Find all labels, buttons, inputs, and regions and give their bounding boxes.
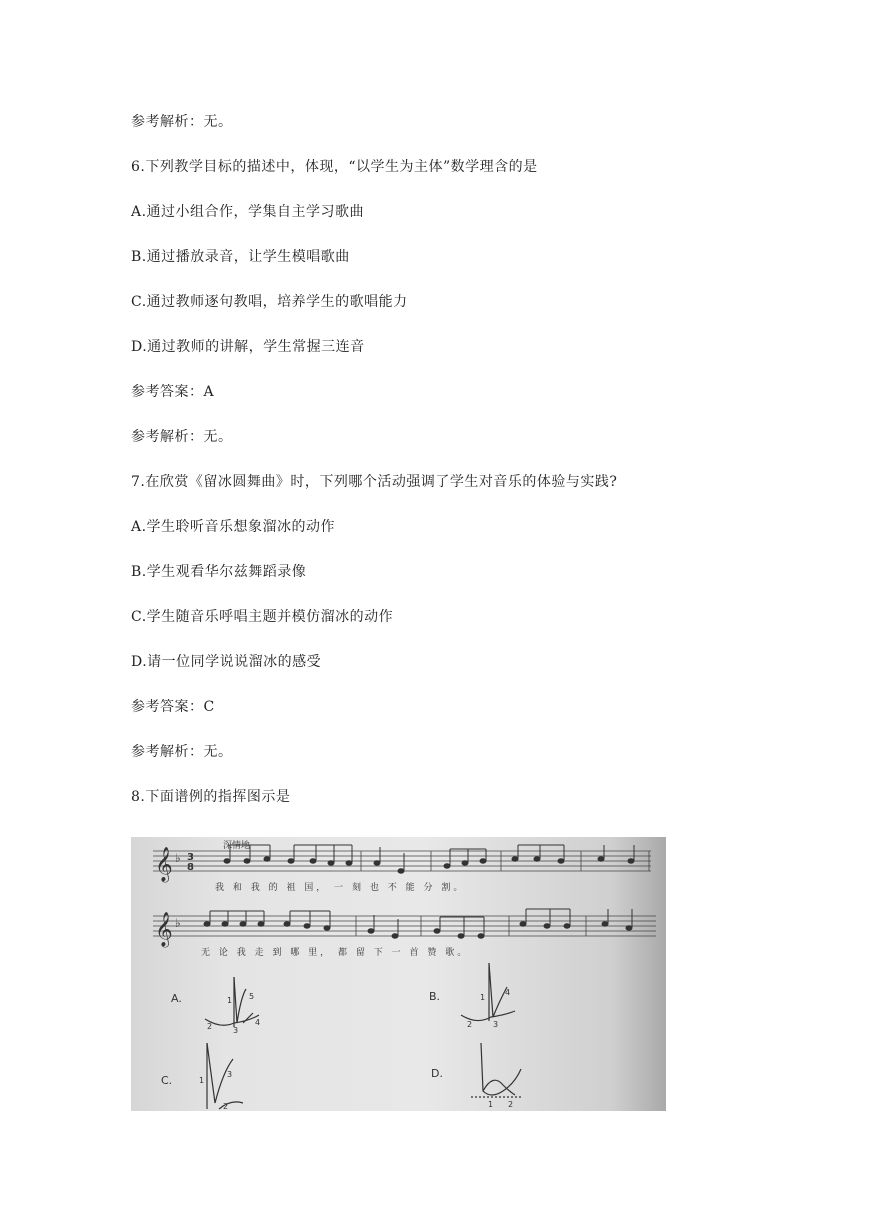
q7-option-d: D.请一位同学说说溜冰的感受 xyxy=(131,654,322,670)
svg-text:4: 4 xyxy=(505,988,511,997)
question-7: 7.在欣赏《留冰圆舞曲》时，下列哪个活动强调了学生对音乐的体验与实践? xyxy=(131,474,618,490)
svg-text:1: 1 xyxy=(488,1100,494,1109)
svg-text:3: 3 xyxy=(233,1026,239,1035)
svg-text:1: 1 xyxy=(227,996,233,1005)
q6-option-c: C.通过教师逐句教唱，培养学生的歌唱能力 xyxy=(131,294,408,310)
q7-analysis: 参考解析：无。 xyxy=(131,744,233,760)
svg-text:4: 4 xyxy=(255,1018,261,1027)
notes-staff-1 xyxy=(224,845,634,873)
svg-text:1: 1 xyxy=(480,993,486,1002)
option-b-label: B. xyxy=(429,990,441,1003)
lyrics-line-1: 我 和 我 的 祖 国， 一 刻 也 不 能 分 割。 xyxy=(215,883,466,893)
notes-staff-2 xyxy=(204,909,632,938)
analysis-line: 参考解析：无。 xyxy=(131,114,233,130)
svg-text:3: 3 xyxy=(227,1070,233,1079)
flat-sign-1: ♭ xyxy=(175,851,181,865)
treble-clef-2: 𝄞 xyxy=(155,912,173,947)
diagram-d-beats xyxy=(488,1100,513,1109)
option-a-label: A. xyxy=(171,992,182,1005)
svg-text:2: 2 xyxy=(508,1100,514,1109)
q6-option-a: A.通过小组合作，学集自主学习歌曲 xyxy=(131,204,365,220)
time-sig-bottom: 8 xyxy=(187,862,194,873)
q7-option-c: C.学生随音乐呼唱主题并模仿溜冰的动作 xyxy=(131,609,394,625)
score-figure xyxy=(131,837,666,1111)
q6-analysis: 参考解析：无。 xyxy=(131,429,233,445)
svg-text:2: 2 xyxy=(207,1022,213,1031)
q7-answer: 参考答案：C xyxy=(131,699,215,715)
tempo-mark: 深情地 xyxy=(223,841,251,851)
option-c-label: C. xyxy=(161,1074,173,1087)
question-8: 8.下面谱例的指挥图示是 xyxy=(131,789,291,805)
conducting-diagram-d xyxy=(471,1043,523,1097)
q6-answer: 参考答案：A xyxy=(131,384,215,400)
svg-text:2: 2 xyxy=(223,1102,229,1111)
lyrics-line-2: 无 论 我 走 到 哪 里， 都 留 下 一 首 赞 歌。 xyxy=(201,948,470,958)
svg-text:2: 2 xyxy=(467,1020,473,1029)
treble-clef-1: 𝄞 xyxy=(155,847,173,882)
time-sig-top: 3 xyxy=(187,852,194,863)
q6-option-d: D.通过教师的讲解，学生常握三连音 xyxy=(131,339,365,355)
svg-text:5: 5 xyxy=(249,992,255,1001)
conducting-diagram-c xyxy=(207,1043,243,1109)
option-d-label: D. xyxy=(431,1067,443,1080)
flat-sign-2: ♭ xyxy=(175,916,181,930)
score-photo xyxy=(131,837,666,1111)
q6-option-b: B.通过播放录音，让学生模唱歌曲 xyxy=(131,249,350,265)
q7-option-a: A.学生聆听音乐想象溜冰的动作 xyxy=(131,519,336,535)
q7-option-b: B.学生观看华尔兹舞蹈录像 xyxy=(131,564,307,580)
question-6: 6.下列教学目标的描述中，体现，“以学生为主体”数学理含的是 xyxy=(131,159,538,175)
diagram-c-beats xyxy=(199,1070,232,1111)
svg-text:3: 3 xyxy=(493,1020,499,1029)
svg-text:1: 1 xyxy=(199,1076,205,1085)
